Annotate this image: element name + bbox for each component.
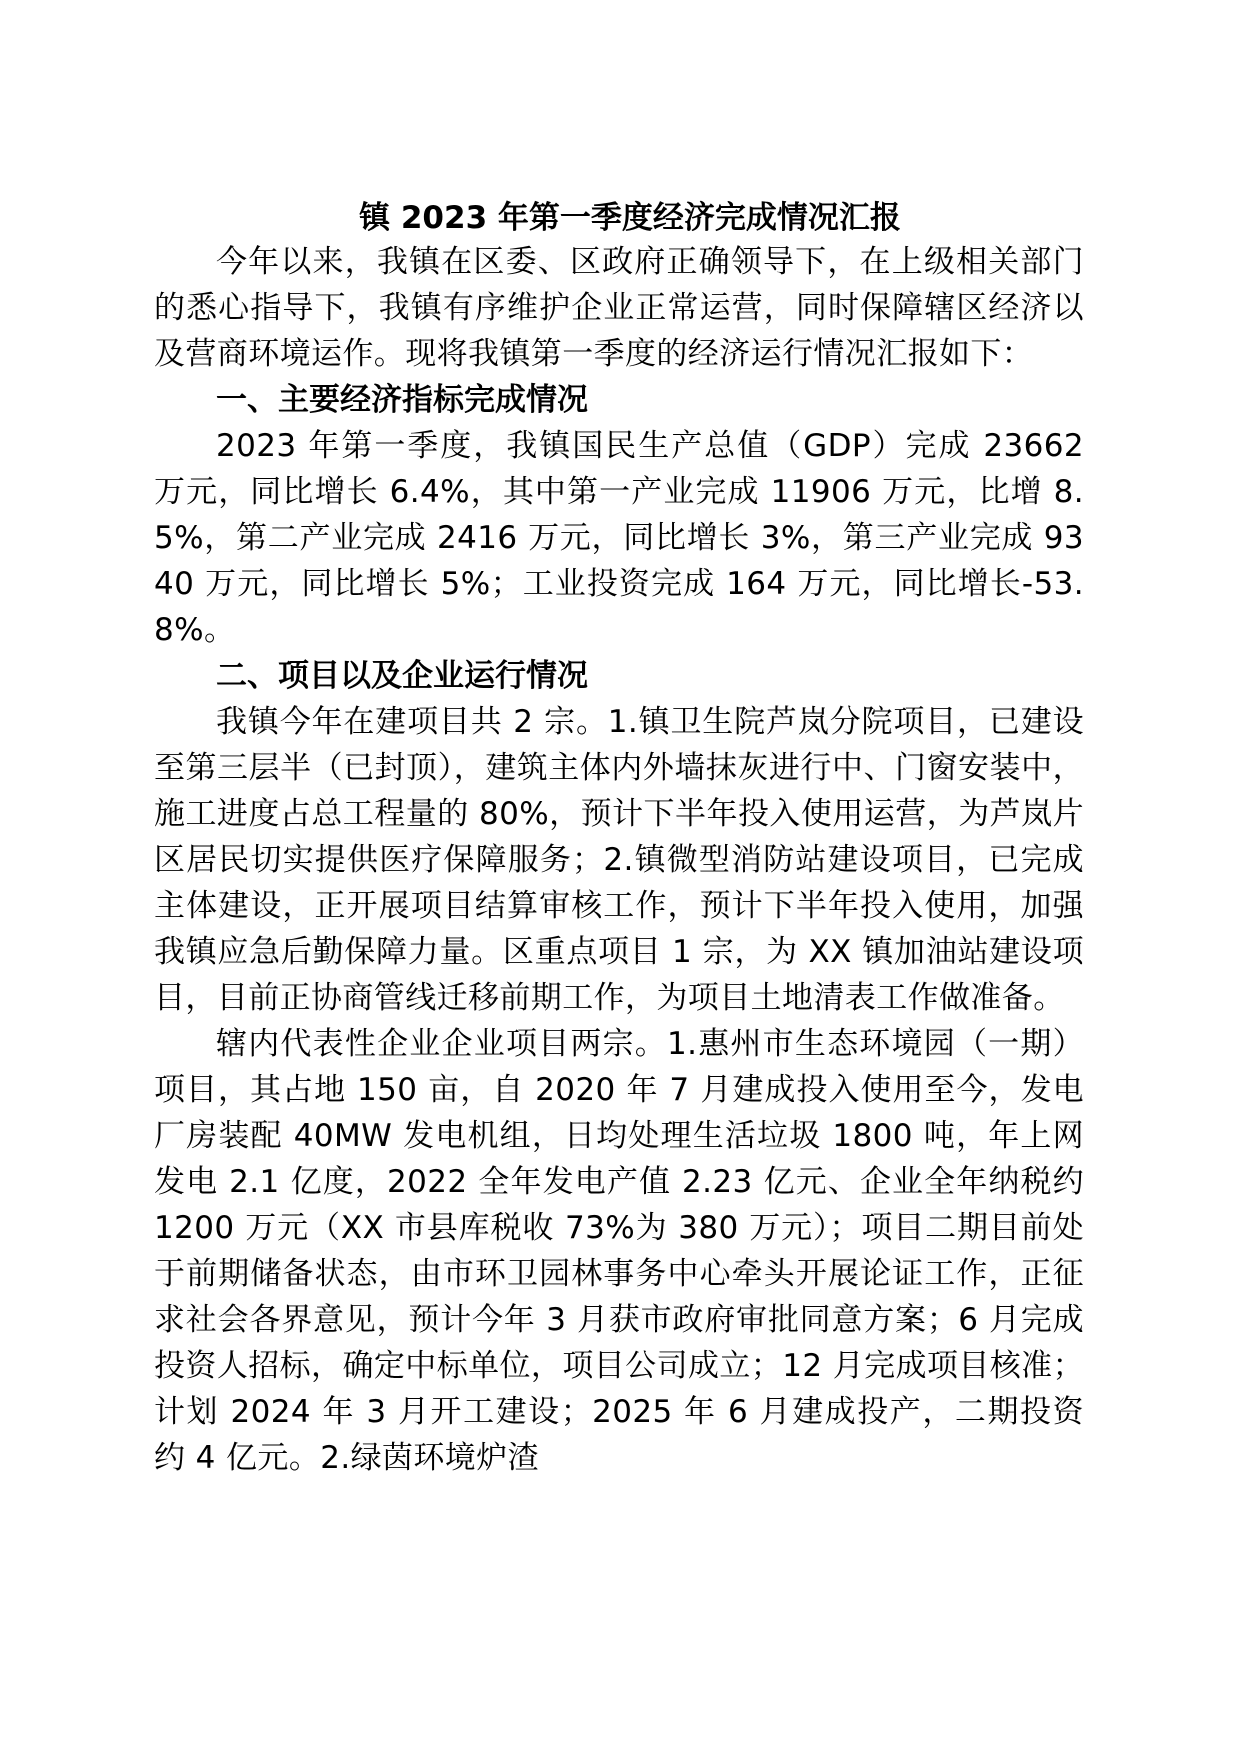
section-1-heading: 一、主要经济指标完成情况 — [216, 382, 588, 418]
document-page — [154, 197, 1084, 1481]
intro-paragraph: 今年以来，我镇在区委、区政府正确领导下，在上级相关部门的悉心指导下，我镇有序维护企业正常运营，同时保障辖区经济以及营商环境运作。现将我镇第一季度的经济运行情况汇报如下： — [154, 244, 1084, 372]
section-2-paragraph-projects: 我镇今年在建项目共 2 宗。1.镇卫生院芦岚分院项目，已建设至第三层半（已封顶），建筑主体内外墙抹灰进行中、门窗安装中，施工进度占总工程量的 80%，预计下半年投入使用运营，为芦岚片区居民切实提供医疗保障服务；2.镇微型消防站建设项目，已完成主体建设，正开展项目结算审核工作，预计下半年投入使用，加强我镇应急后勤保障力量。区重点项目 1 宗，为 XX 镇加油站建设项目，目前正协商管线迁移前期工作，为项目土地清表工作做准备。 — [154, 704, 1084, 1016]
section-2-paragraph-enterprises: 辖内代表性企业企业项目两宗。1.惠州市生态环境园（一期）项目，其占地 150 亩，自 2020 年 7 月建成投入使用至今，发电厂房装配 40MW 发电机组，日均处理生活垃圾 1800 吨，年上网发电 2.1 亿度，2022 全年发电产值 2.23 亿元、企业全年纳税约 1200 万元（XX 市县库税收 73%为 380 万元）；项目二期目前处于前期储备状态，由市环卫园林事务中心牵头开展论证工作，正征求社会各界意见，预计今年 3 月获市政府审批同意方案；6 月完成投资人招标，确定中标单位，项目公司成立；12 月完成项目核准；计划 2024 年 3 月开工建设；2025 年 6 月建成投产，二期投资约 4 亿元。2.绿茵环境炉渣 — [154, 1026, 1084, 1476]
section-2-heading: 二、项目以及企业运行情况 — [216, 658, 588, 694]
document-title: 镇 2023 年第一季度经济完成情况汇报 — [359, 200, 901, 236]
section-1-paragraph: 2023 年第一季度，我镇国民生产总值（GDP）完成 23662 万元，同比增长 6.4%，其中第一产业完成 11906 万元，比增 8.5%，第二产业完成 2416 万元，同比增长 3%，第三产业完成 9340 万元，同比增长 5%；工业投资完成 164 万元，同比增长-53.8%。 — [154, 428, 1084, 648]
